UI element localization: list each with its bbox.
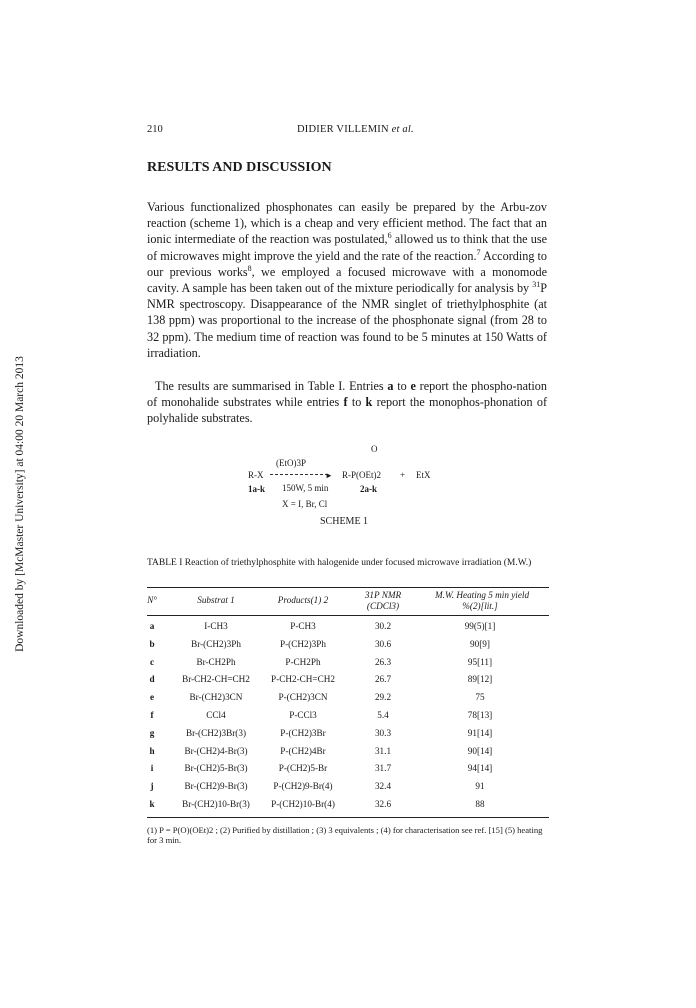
cell-yield: 91 xyxy=(475,781,485,792)
entry-a: a xyxy=(387,379,394,393)
table-top-rule xyxy=(147,587,549,588)
running-head-etal: et al. xyxy=(391,124,414,135)
cell-nmr: 32.6 xyxy=(374,799,392,809)
cell-product: P-CH2Ph xyxy=(285,656,321,667)
cell-product: P-(CH2)3CN xyxy=(278,692,328,703)
arrowhead-icon: ► xyxy=(325,471,333,480)
cell-id: f xyxy=(150,710,154,720)
plus-sign: + xyxy=(400,470,406,480)
table-header-rule xyxy=(147,615,549,616)
reactant: R-X xyxy=(248,470,264,480)
cell-yield: 75 xyxy=(475,692,485,703)
entry-e: e xyxy=(410,379,416,393)
cell-product: P-(CH2)5-Br xyxy=(278,763,328,774)
cell-nmr: 30.3 xyxy=(374,727,392,738)
product: R-P(OEt)2 xyxy=(342,470,381,480)
header-no: N° xyxy=(147,595,157,605)
header-nmr: 31P NMR xyxy=(364,590,402,600)
halides: X = I, Br, Cl xyxy=(282,499,328,509)
cell-substrate: Br-(CH2)9-Br(3) xyxy=(184,781,248,792)
cell-product: P-(CH2)3Ph xyxy=(280,638,326,649)
p1-text-3: According to our previous works xyxy=(147,248,547,279)
oxygen-label: O xyxy=(371,444,378,454)
cell-substrate: Br-(CH2)5-Br(3) xyxy=(184,763,248,774)
cell-id: g xyxy=(149,727,155,738)
paragraph-1 xyxy=(147,199,547,361)
cell-id: d xyxy=(149,674,155,685)
p1-text-4: , we employed a focused microwave with a monomode cavity. A sample has been taken out of the mixture periodically for analysis by xyxy=(147,264,547,296)
conditions: 150W, 5 min xyxy=(282,483,329,493)
download-note: Downloaded by [McMaster University] at 04:00 20 March 2013 xyxy=(14,356,26,652)
p2-text-3: report the phospho-nation of monohalide substrates while entries xyxy=(147,379,547,410)
cell-substrate: Br-CH2-CH=CH2 xyxy=(182,674,250,685)
header-yield-unit: %(2)[lit.] xyxy=(462,601,498,611)
cell-yield: 88 xyxy=(475,799,485,809)
cell-nmr: 32.4 xyxy=(374,781,392,792)
cell-yield: 89[12] xyxy=(467,674,493,685)
cell-yield: 91[14] xyxy=(467,727,493,738)
ref-7: 7 xyxy=(476,247,481,257)
isotope-31: 31 xyxy=(532,279,541,289)
byproduct: EtX xyxy=(416,470,431,480)
cell-nmr: 26.7 xyxy=(374,674,392,685)
cell-product: P-CH3 xyxy=(290,621,316,631)
ref-8: 8 xyxy=(247,263,252,273)
cell-substrate: Br-(CH2)3Br(3) xyxy=(185,727,247,738)
cell-id: h xyxy=(149,745,155,756)
running-head xyxy=(297,124,414,135)
cell-nmr: 31.7 xyxy=(374,763,392,774)
cell-nmr: 31.1 xyxy=(374,745,392,756)
running-head-authors: DIDIER VILLEMIN xyxy=(297,124,389,135)
p2-text-4: to xyxy=(347,395,366,410)
p1-text-1: Various functionalized phosphonates can easily be prepared by the Arbu-zov reaction (scheme 1), which is a cheap and very efficient method. The fact that an ionic intermediate of the reaction was postulated, xyxy=(147,200,547,247)
ref-6: 6 xyxy=(387,231,392,241)
reagent: (EtO)3P xyxy=(276,458,306,468)
cell-yield: 78[13] xyxy=(467,710,493,720)
cell-product: P-(CH2)10-Br(4) xyxy=(271,799,335,809)
cell-yield: 94[14] xyxy=(467,763,493,774)
paragraph-2 xyxy=(147,378,547,427)
cell-substrate: I-CH3 xyxy=(204,621,228,631)
table-footnote: (1) P = P(O)(OEt)2 ; (2) Purified by distillation ; (3) 3 equivalents ; (4) for characterisation see ref. [15] (5) heating for 3 min. xyxy=(147,825,543,845)
cell-id: b xyxy=(149,638,155,649)
header-substrate: Substrat 1 xyxy=(197,595,235,605)
reaction-scheme xyxy=(230,444,470,558)
cell-id: k xyxy=(149,799,155,809)
header-yield: M.W. Heating 5 min yield xyxy=(435,590,530,600)
cell-nmr: 30.2 xyxy=(374,621,392,631)
cell-id: a xyxy=(149,621,155,631)
product-id: 2a-k xyxy=(360,484,378,494)
p1-text-5: P NMR spectroscopy. Disappearance of the NMR singlet of triethylphosphite (at 138 ppm) was proportional to the increase of the phosphonate signal (from 28 to 32 ppm). The medium time of reaction was found to be 5 minutes at 150 Watts of irradiation. xyxy=(147,281,547,360)
cell-yield: 95[11] xyxy=(467,656,493,667)
cell-id: i xyxy=(150,763,154,774)
cell-id: e xyxy=(149,692,155,703)
cell-yield: 90[9] xyxy=(470,638,490,649)
entry-k: k xyxy=(365,395,373,410)
cell-nmr: 26.3 xyxy=(374,656,392,667)
cell-product: P-(CH2)4Br xyxy=(280,745,326,756)
header-nmr-solvent: (CDCl3) xyxy=(366,601,400,611)
table-bottom-rule xyxy=(147,817,549,818)
reaction-arrow xyxy=(270,474,328,475)
cell-product: P-CH2-CH=CH2 xyxy=(271,674,335,685)
p2-text-5: report the monophos-phonation of polyhalide substrates. xyxy=(147,395,548,426)
reactant-id: 1a-k xyxy=(248,484,266,494)
p2-text-2: to xyxy=(393,379,411,393)
p2-text-1: The results are summarised in Table I. Entries xyxy=(155,379,388,393)
cell-nmr: 29.2 xyxy=(374,692,392,703)
section-title: RESULTS AND DISCUSSION xyxy=(147,160,332,175)
scheme-label: SCHEME 1 xyxy=(320,516,369,527)
page-number: 210 xyxy=(147,124,163,135)
cell-product: P-(CH2)9-Br(4) xyxy=(273,781,333,792)
p1-text-2: allowed us to think that the use of microwaves might improve the yield and the rate of the reaction. xyxy=(147,232,547,263)
cell-nmr: 30.6 xyxy=(374,638,392,649)
cell-substrate: Br-(CH2)3Ph xyxy=(191,638,241,649)
table-caption: TABLE I Reaction of triethylphosphite with halogenide under focused microwave irradiation (M.W.) xyxy=(147,558,532,568)
cell-nmr: 5.4 xyxy=(377,710,389,720)
cell-id: c xyxy=(149,656,155,667)
cell-yield: 99(5)[1] xyxy=(464,621,496,631)
cell-id: j xyxy=(150,781,154,792)
header-products: Products(1) 2 xyxy=(277,595,329,605)
cell-substrate: Br-(CH2)10-Br(3) xyxy=(182,799,250,809)
cell-product: P-CCl3 xyxy=(289,710,317,720)
cell-substrate: Br-CH2Ph xyxy=(196,656,236,667)
cell-product: P-(CH2)3Br xyxy=(280,727,326,738)
cell-substrate: CCl4 xyxy=(206,710,226,720)
cell-substrate: Br-(CH2)3CN xyxy=(189,692,243,703)
entry-f: f xyxy=(343,395,348,410)
cell-substrate: Br-(CH2)4-Br(3) xyxy=(184,745,248,756)
cell-yield: 90[14] xyxy=(467,745,493,756)
